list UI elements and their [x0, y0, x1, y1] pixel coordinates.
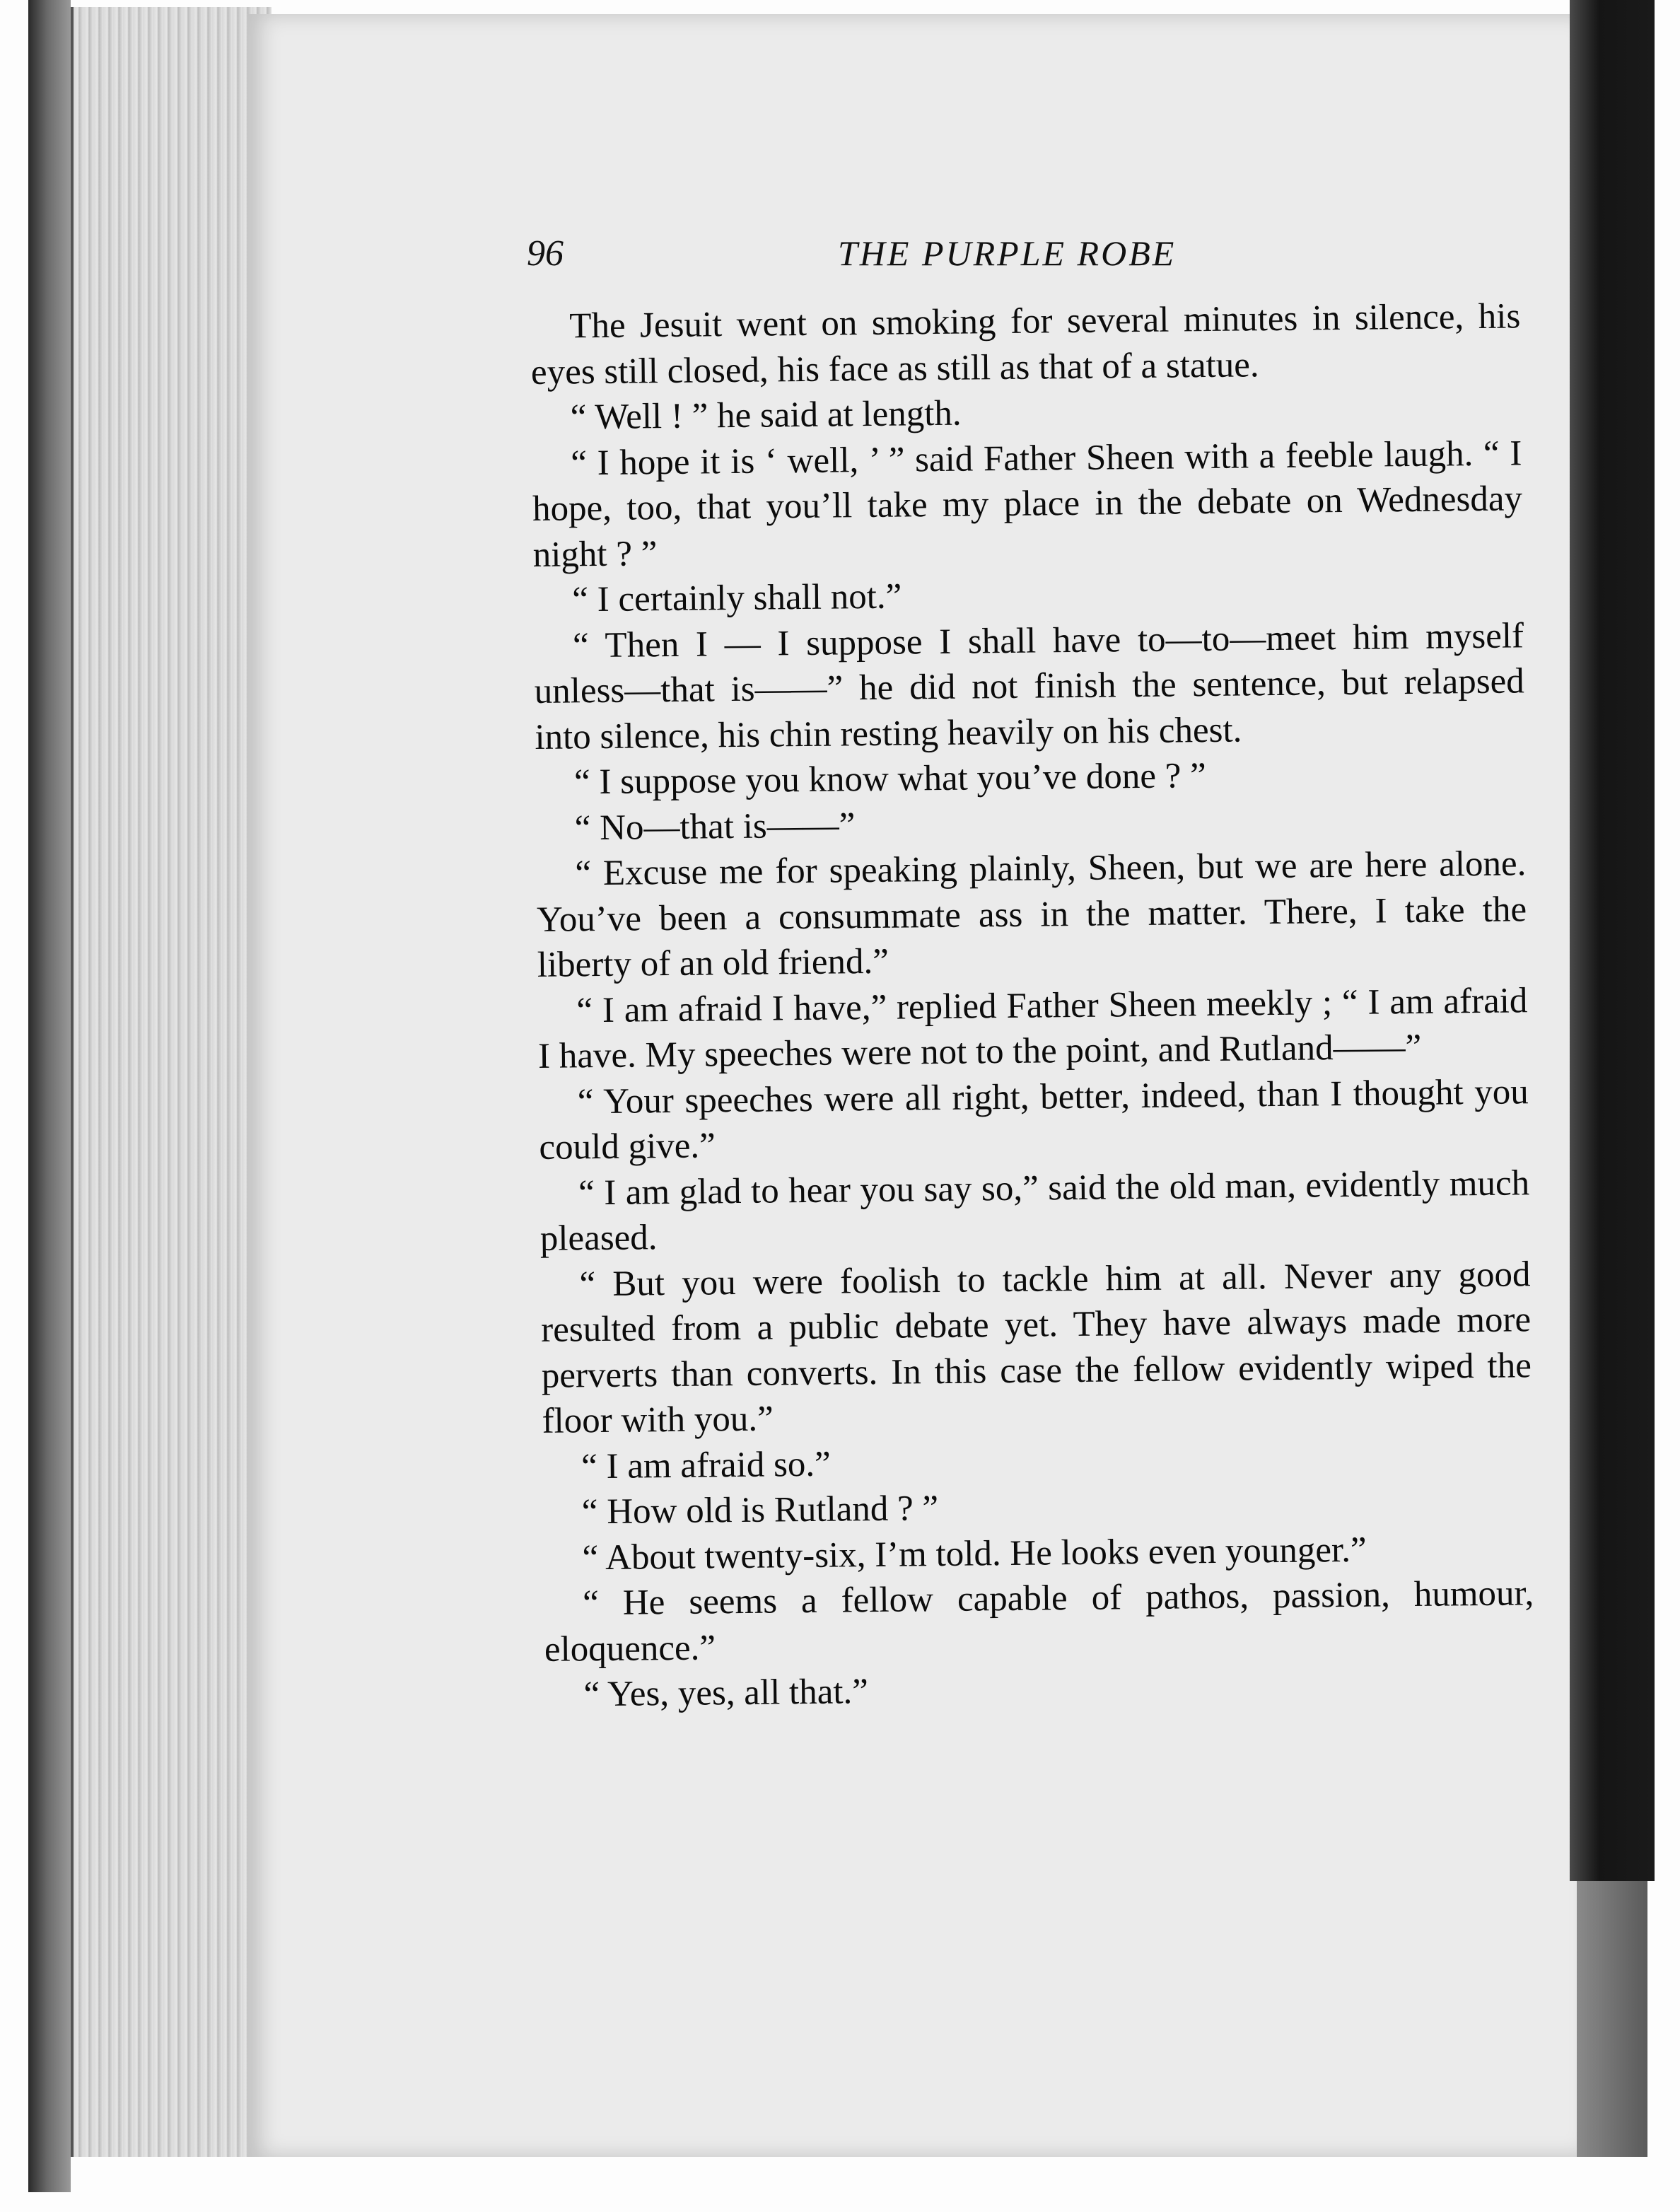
paragraph: “ Your speeches were all right, better, indeed, than I thought you could give.” — [539, 1071, 1529, 1168]
paragraph: “ He seems a fellow capable of pathos, passion, humour, eloquence.” — [544, 1573, 1534, 1670]
paragraph: “ Excuse me for speaking plainly, Sheen, but we are here alone. You’ve been a consummate ass in the matter. There, I take the liberty of an old friend.” — [536, 844, 1527, 985]
page-edges — [71, 7, 272, 2157]
paragraph: “ I am afraid so.” — [581, 1444, 832, 1486]
page-header — [527, 230, 1531, 286]
paragraph: “ Then I — I suppose I shall have to—to—meet him myself unless—that is——” he did not finish the sentence, but relapsed into silence, his chin resting heavily on his chest. — [534, 615, 1524, 757]
paragraph: “ I am glad to hear you say so,” said the old man, evidently much pleased. — [539, 1163, 1530, 1259]
paragraph: “ About twenty-six, I’m told. He looks even younger.” — [582, 1530, 1367, 1578]
book-cover-edge-right-lower — [1577, 1881, 1647, 2157]
paragraph: “ No—that is——” — [574, 805, 856, 848]
paragraph: “ I suppose you know what you’ve done ? ” — [573, 756, 1207, 803]
paragraph: “ But you were foolish to tackle him at all. Never any good resulted from a public debate yet. They have always made more perverts than converts. In this case the fellow evidently wiped the floor with you.” — [540, 1254, 1532, 1441]
running-head: THE PURPLE ROBE — [838, 233, 1177, 273]
paragraph: “ I certainly shall not.” — [572, 576, 902, 620]
page-number: 96 — [527, 233, 564, 274]
paragraph: “ I hope it is ‘ well, ’ ” said Father Sheen with a feeble laugh. “ I hope, too, that you’ll take my place in the debate on Wednesday night ? ” — [532, 433, 1523, 575]
paragraph: “ How old is Rutland ? ” — [581, 1489, 939, 1532]
paragraph: “ Yes, yes, all that.” — [583, 1672, 869, 1715]
book-binding-left — [28, 0, 71, 2192]
paragraph: The Jesuit went on smoking for several minutes in silence, his eyes still closed, his face as still as that of a statue. — [530, 296, 1521, 392]
book-cover-edge-right — [1570, 0, 1655, 1881]
paragraph: “ Well ! ” he said at length. — [570, 393, 962, 438]
body-text — [530, 293, 1535, 1718]
paragraph: “ I am afraid I have,” replied Father Sheen meekly ; “ I am afraid I have. My speeches were not to the point, and Rutland——” — [537, 980, 1528, 1076]
